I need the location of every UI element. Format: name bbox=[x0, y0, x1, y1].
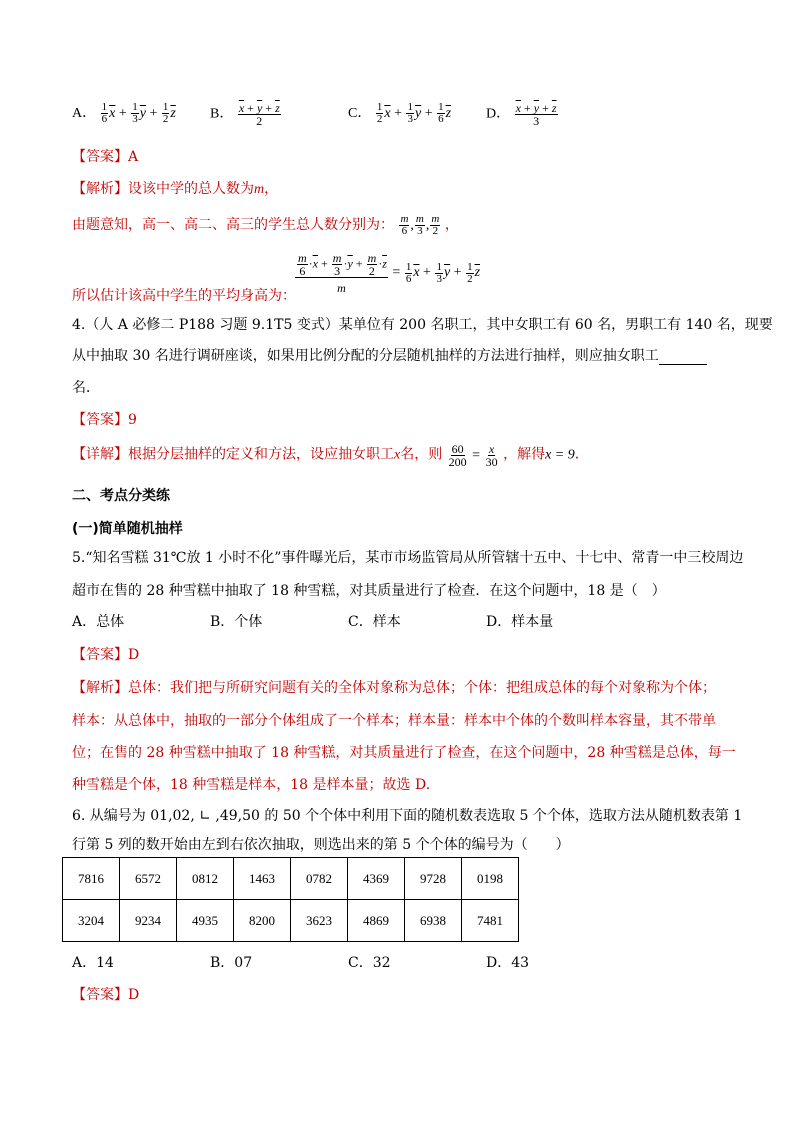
q3-answer: 【答案】A bbox=[72, 149, 139, 165]
q6-option-d: D．43 bbox=[486, 955, 530, 971]
q6-line2: 行第 5 列的数开始由左到右依次抽取，则选出来的第 5 个个体的编号为（ ） bbox=[72, 837, 570, 853]
q3-analysis-line2: 由题意知，高一、高二、高三的学生总人数分别为： $\frac{m}{6}$ , $\frac{m}{3}$ , $\frac{m}{2}$ ， bbox=[72, 213, 459, 238]
q4-line3: 名． bbox=[72, 380, 100, 396]
table-row bbox=[63, 858, 519, 900]
q4-line2: 从中抽取 30 名进行调研座谈，如果用比例分配的分层随机抽样的方法进行抽样，则应抽女职工 bbox=[72, 345, 707, 365]
table-cell: 3623 bbox=[291, 900, 348, 942]
q3-analysis-line1: 【解析】设该中学的总人数为m， bbox=[72, 181, 279, 197]
q3-average-formula: $\frac{m}{6}$ $\cdot\overline{x}$ + $\frac{m}{3}$ $\cdot\overline{y}$ + $\frac{m}{2}$ $\cdot\overline{z}$ m = $\frac{1}{6}$ $\overline{x}$ + $\frac{1}{3}$ $\overline{y}$ + $\frac{1}{2}$ $\overline{z}$ bbox=[294, 252, 480, 294]
q5-analysis-line3: 位；在售的 28 种雪糕中抽取了 18 种雪糕，对其质量进行了检查，在这个问题中，28 种雪糕是总体，每一 bbox=[72, 745, 736, 761]
table-row bbox=[63, 900, 519, 942]
table-cell: 4369 bbox=[348, 858, 405, 900]
table-cell: 6938 bbox=[405, 900, 462, 942]
q6-line1: 6. 从编号为 01,02, ∟ ,49,50 的 50 个个体中利用下面的随机数表选取 5 个个体，选取方法从随机数表第 1 bbox=[72, 808, 743, 824]
section-title: 二、考点分类练 bbox=[72, 488, 170, 504]
table-cell: 4869 bbox=[348, 900, 405, 942]
q4-answer: 【答案】9 bbox=[72, 412, 137, 428]
table-cell: 9234 bbox=[120, 900, 177, 942]
section-subtitle: (一)简单随机抽样 bbox=[72, 521, 183, 537]
q6-answer: 【答案】D bbox=[72, 987, 140, 1003]
answer-blank bbox=[659, 350, 707, 365]
table-cell: 0198 bbox=[462, 858, 519, 900]
table-cell: 1463 bbox=[234, 858, 291, 900]
table-cell: 9728 bbox=[405, 858, 462, 900]
q6-option-a: A．14 bbox=[72, 955, 114, 971]
q5-analysis-line2: 样本：从总体中，抽取的一部分个体组成了一个样本；样本量：样本中个体的个数叫样本容量，其不带单 bbox=[72, 713, 716, 729]
q5-option-c: C．样本 bbox=[348, 614, 401, 630]
table-cell: 7816 bbox=[63, 858, 120, 900]
option-a: A． $\frac{1}{6}$ $\overline{x}$ + $\frac{1}{3}$ $\overline{y}$ + $\frac{1}{2}$ $\overline{z}$ bbox=[72, 101, 176, 126]
q5-line2: 超市在售的 28 种雪糕中抽取了 18 种雪糕，对其质量进行了检查．在这个问题中，18 是（ ） bbox=[72, 583, 666, 599]
random-number-table bbox=[62, 857, 519, 942]
table-cell: 4935 bbox=[177, 900, 234, 942]
q5-answer: 【答案】D bbox=[72, 647, 140, 663]
q5-analysis-line4: 种雪糕是个体，18 种雪糕是样本，18 是样本量；故选 D. bbox=[72, 777, 431, 793]
q5-option-d: D．样本量 bbox=[486, 614, 554, 630]
table-cell: 0812 bbox=[177, 858, 234, 900]
table-cell: 6572 bbox=[120, 858, 177, 900]
table-cell: 3204 bbox=[63, 900, 120, 942]
q6-option-b: B．07 bbox=[210, 955, 253, 971]
q5-option-b: B．个体 bbox=[210, 614, 263, 630]
q3-analysis-line3: 所以估计该高中学生的平均身高为： bbox=[72, 288, 296, 304]
q5-analysis-line1: 【解析】总体：我们把与所研究问题有关的全体对象称为总体；个体：把组成总体的每个对象称为个体； bbox=[72, 680, 716, 696]
q4-detail: 【详解】根据分层抽样的定义和方法，设应抽女职工x名，则 $\frac{60}{200}$ = $\frac{x}{30}$ ，解得x = 9． bbox=[72, 442, 589, 469]
q5-line1: 5.“知名雪糕 31℃放 1 小时不化”事件曝光后，某市市场监管局从所管辖十五中、十七中、常青一中三校周边 bbox=[72, 550, 744, 566]
table-cell: 8200 bbox=[234, 900, 291, 942]
q6-option-c: C．32 bbox=[348, 955, 391, 971]
option-b: B． $\frac{\overline{x} + \overline{y} + \overline{z}}{2}$ bbox=[210, 101, 280, 128]
table-cell: 0782 bbox=[291, 858, 348, 900]
option-d: D． $\frac{\overline{x} + \overline{y} + \overline{z}}{3}$ bbox=[486, 101, 557, 128]
table-cell: 7481 bbox=[462, 900, 519, 942]
option-c: C． $\frac{1}{2}$ $\overline{x}$ + $\frac{1}{3}$ $\overline{y}$ + $\frac{1}{6}$ $\overline{z}$ bbox=[348, 101, 452, 126]
q4-line1: 4.（人 A 必修二 P188 习题 9.1T5 变式）某单位有 200 名职工，其中女职工有 60 名，男职工有 140 名，现要 bbox=[72, 317, 773, 333]
q5-option-a: A．总体 bbox=[72, 614, 125, 630]
